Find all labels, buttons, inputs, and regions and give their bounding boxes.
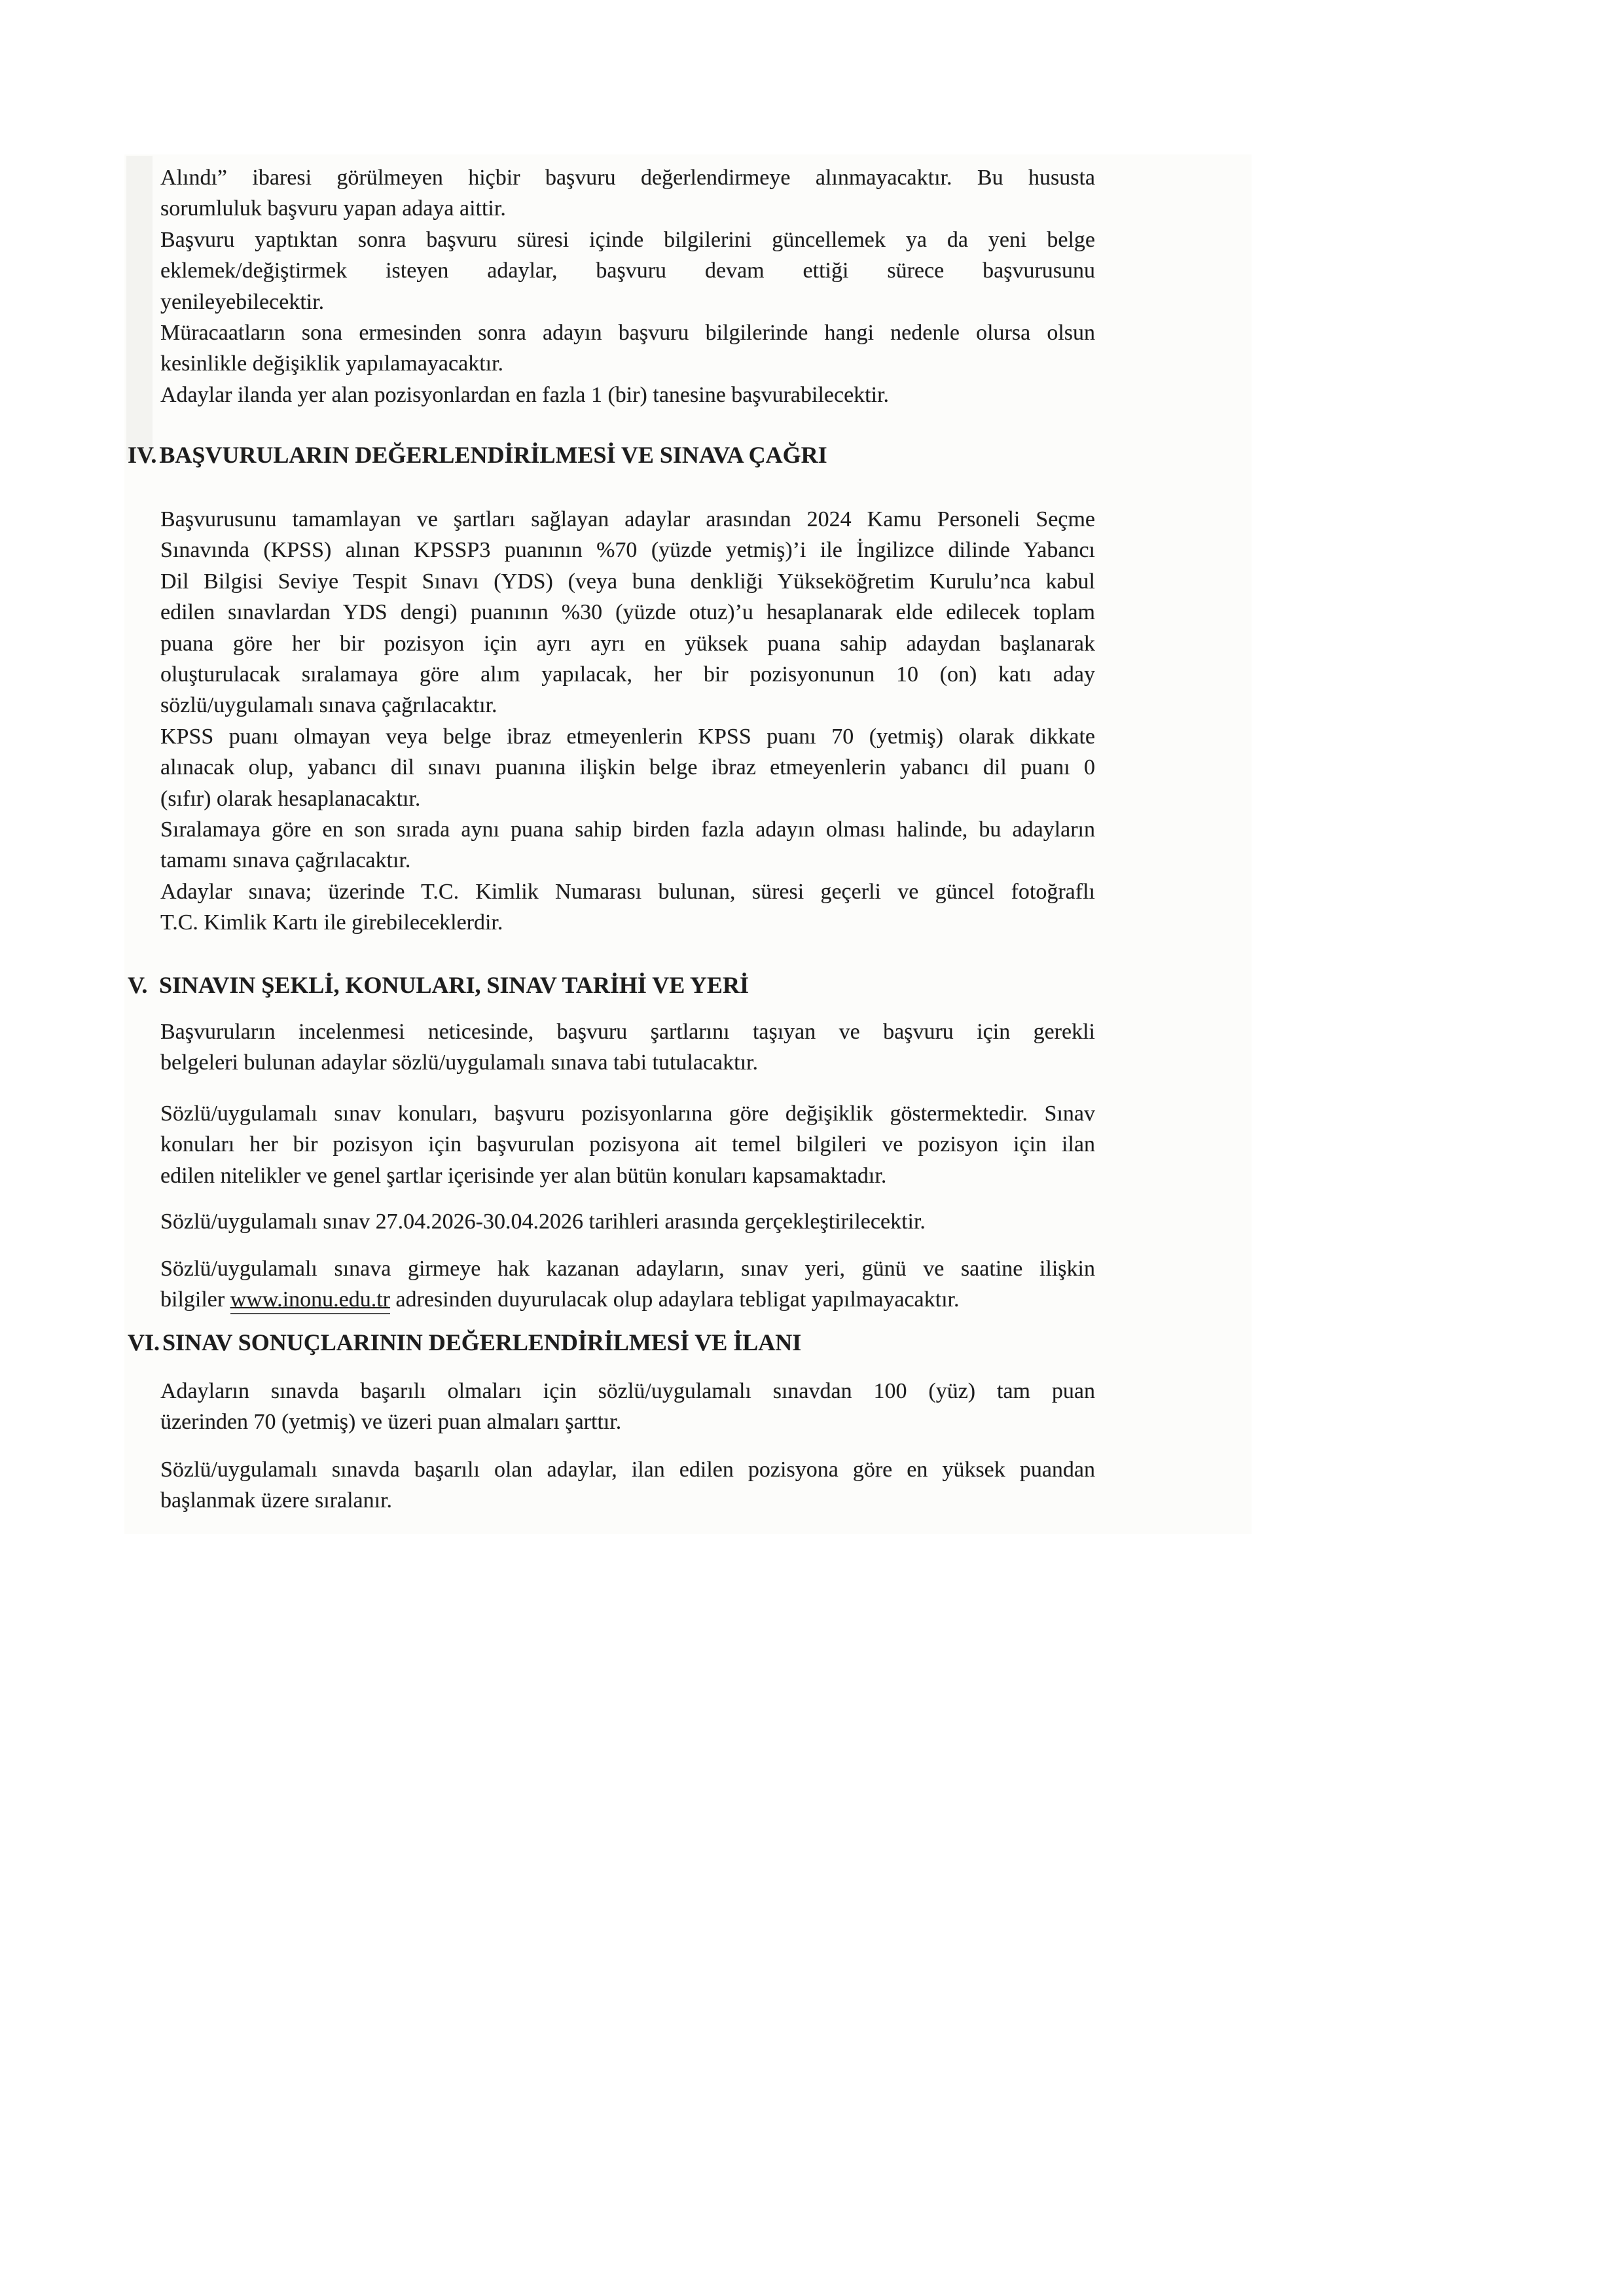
paragraph-intro-line-7: kesinlikle değişiklik yapılamayacaktır. bbox=[160, 351, 504, 376]
paragraph-exam-announcement bbox=[160, 1253, 1095, 1316]
paragraph-intro-line-6: Müracaatların sona ermesinden sonra adayın başvuru bilgilerinde hangi nedenle olursa olsun bbox=[160, 321, 1095, 346]
paragraph-exam-topics bbox=[160, 1098, 1095, 1191]
paragraph-success-threshold-line-2: üzerinden 70 (yetmiş) ve üzeri puan almaları şarttır. bbox=[160, 1410, 622, 1435]
paragraph-evaluation-line-14: T.C. Kimlik Kartı ile girebileceklerdir. bbox=[160, 910, 503, 935]
paragraph-evaluation-line-8: KPSS puanı olmayan veya belge ibraz etmeyenlerin KPSS puanı 70 (yetmiş) olarak dikkate bbox=[160, 724, 1095, 749]
paragraph-exam-topics-line-1: Sözlü/uygulamalı sınav konuları, başvuru pozisyonlarına göre değişiklik göstermektedir. Sınav bbox=[160, 1102, 1095, 1126]
heading-section-5-title: SINAVIN ŞEKLİ, KONULARI, SINAV TARİHİ VE YERİ bbox=[159, 972, 749, 998]
paragraph-exam-form-line-1: Başvuruların incelenmesi neticesinde, başvuru şartlarını taşıyan ve başvuru için gerekli bbox=[160, 1020, 1095, 1044]
paragraph-ranking bbox=[160, 1454, 1095, 1516]
paragraph-exam-form-line-2: belgeleri bulunan adaylar sözlü/uygulamalı sınava tabi tutulacaktır. bbox=[160, 1050, 758, 1075]
paragraph-exam-announcement-line-1: Sözlü/uygulamalı sınava girmeye hak kazanan adayların, sınav yeri, günü ve saatine ilişkin bbox=[160, 1257, 1095, 1281]
paragraph-evaluation-line-3: Dil Bilgisi Seviye Tespit Sınavı (YDS) (veya buna denkliği Yükseköğretim Kurulu’nca kabul bbox=[160, 569, 1095, 594]
paragraph-success-threshold bbox=[160, 1376, 1095, 1438]
paragraph-evaluation-line-11: Sıralamaya göre en son sırada aynı puana sahip birden fazla adayın olması halinde, bu adayların bbox=[160, 817, 1095, 842]
heading-section-5-numeral: V. bbox=[128, 972, 148, 998]
heading-section-6-numeral: VI. bbox=[128, 1329, 160, 1355]
paragraph-evaluation-line-12: tamamı sınava çağrılacaktır. bbox=[160, 848, 411, 873]
heading-section-6-title: SINAV SONUÇLARININ DEĞERLENDİRİLMESİ VE İLANI bbox=[162, 1329, 802, 1355]
paragraph-evaluation-line-4: edilen sınavlardan YDS dengi) puanının %30 (yüzde otuz)’u hesaplanarak elde edilecek toplam bbox=[160, 600, 1095, 625]
paragraph-intro bbox=[160, 162, 1095, 410]
paragraph-evaluation-line-10: (sıfır) olarak hesaplanacaktır. bbox=[160, 786, 421, 811]
paragraph-success-threshold-line-1: Adayların sınavda başarılı olmaları için sözlü/uygulamalı sınavdan 100 (yüz) tam puan bbox=[160, 1379, 1095, 1403]
paragraph-intro-line-8: Adaylar ilanda yer alan pozisyonlardan en fazla 1 (bir) tanesine başvurabilecektir. bbox=[160, 382, 890, 407]
website-link[interactable]: www.inonu.edu.tr bbox=[230, 1287, 390, 1314]
paragraph-intro-line-1: Alındı” ibaresi görülmeyen hiçbir başvuru değerlendirmeye alınmayacaktır. Bu hususta bbox=[160, 166, 1095, 190]
paragraph-evaluation-line-5: puana göre her bir pozisyon için ayrı ayrı en yüksek puana sahip adaydan başlanarak bbox=[160, 631, 1095, 656]
heading-section-6 bbox=[128, 1327, 1083, 1358]
paragraph-evaluation-line-9: alınacak olup, yabancı dil sınavı puanına ilişkin belge ibraz etmeyenlerin yabancı dil puanı 0 bbox=[160, 755, 1095, 780]
paragraph-exam-announcement-line-2 bbox=[160, 1284, 1095, 1315]
paragraph-exam-topics-line-2: konuları her bir pozisyon için başvurulan pozisyona ait temel bilgileri ve pozisyon için ilan bbox=[160, 1132, 1095, 1157]
paragraph-exam-date-line-1: Sözlü/uygulamalı sınav 27.04.2026-30.04.2026 tarihleri arasında gerçekleştirilecektir. bbox=[160, 1210, 926, 1234]
paragraph-evaluation-line-1: Başvurusunu tamamlayan ve şartları sağlayan adaylar arasından 2024 Kamu Personeli Seçme bbox=[160, 507, 1095, 531]
paragraph-ranking-line-1: Sözlü/uygulamalı sınavda başarılı olan adaylar, ilan edilen pozisyona göre en yüksek puandan bbox=[160, 1458, 1095, 1482]
heading-section-4 bbox=[128, 440, 1083, 471]
paragraph-evaluation-line-13: Adaylar sınava; üzerinde T.C. Kimlik Numarası bulunan, süresi geçerli ve güncel fotoğraflı bbox=[160, 879, 1095, 904]
paragraph-exam-topics-line-3: edilen nitelikler ve genel şartlar içerisinde yer alan bütün konuları kapsamaktadır. bbox=[160, 1163, 887, 1188]
heading-section-4-numeral: IV. bbox=[128, 442, 157, 468]
paragraph-exam-date bbox=[160, 1206, 1095, 1237]
paragraph-intro-line-5: yenileyebilecektir. bbox=[160, 289, 325, 314]
paragraph-intro-line-3: Başvuru yaptıktan sonra başvuru süresi içinde bilgilerini güncellemek ya da yeni belge bbox=[160, 227, 1095, 252]
paragraph-evaluation-line-7: sözlü/uygulamalı sınava çağrılacaktır. bbox=[160, 693, 497, 718]
paragraph-intro-line-4: eklemek/değiştirmek isteyen adaylar, başvuru devam ettiği sürece başvurusunu bbox=[160, 259, 1095, 283]
paragraph-exam-form bbox=[160, 1016, 1095, 1079]
heading-section-4-title: BAŞVURULARIN DEĞERLENDİRİLMESİ VE SINAVA ÇAĞRI bbox=[159, 442, 827, 468]
paragraph-exam-announcement-text-segment: adresinden duyurulacak olup adaylara tebligat yapılmayacaktır. bbox=[389, 1287, 960, 1312]
heading-section-5 bbox=[128, 970, 1083, 1001]
paragraph-ranking-line-2: başlanmak üzere sıralanır. bbox=[160, 1488, 393, 1513]
paragraph-evaluation-line-6: oluşturulacak sıralamaya göre alım yapılacak, her bir pozisyonunun 10 (on) katı aday bbox=[160, 662, 1095, 687]
paragraph-evaluation bbox=[160, 504, 1095, 939]
paragraph-evaluation-line-2: Sınavında (KPSS) alınan KPSSP3 puanının %70 (yüzde yetmiş)’i ile İngilizce dilinde Yabancı bbox=[160, 538, 1095, 563]
paragraph-exam-announcement-text-segment: bilgiler bbox=[160, 1287, 230, 1312]
paragraph-intro-line-2: sorumluluk başvuru yapan adaya aittir. bbox=[160, 196, 506, 221]
